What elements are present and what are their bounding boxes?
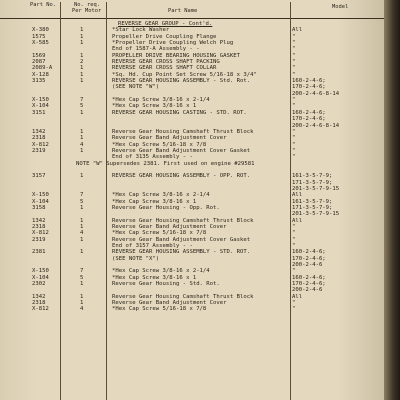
part-name: Reverse Gear Band Adjustment Cover Gasket [112,147,251,154]
part-name: End of 3157 Assembly - - [112,243,193,250]
part-number: 1342 [32,128,46,135]
model-number: " [292,40,296,47]
quantity: 1 [80,300,84,307]
part-name: End of 3135 Assembly - - [112,154,193,161]
part-number: 2302 [32,281,46,288]
note-text: NOTE "W" Supersedes 2381. First used on engine #29581 [76,160,255,167]
part-number: 2087 [32,59,46,66]
part-name: *Hex Cap Screw 3/8-16 x 1 [112,103,197,110]
quantity: 1 [80,135,84,142]
model-number: 200-2-4-6 [292,287,323,294]
section-heading: REVERSE GEAR GROUP - Cont'd. [118,21,213,27]
model-number: " [292,65,296,72]
model-number: 170-2-4-6; [292,116,326,123]
model-number: 160-2-4-6; [292,78,326,85]
column-header [0,2,384,19]
model-number: 201-3-5-7-9-15 [292,185,340,192]
page-edge-shadow [384,0,400,400]
part-number: X-104 [32,198,49,205]
table-row [0,306,384,312]
model-number: All [292,217,303,224]
model-number: " [292,306,296,313]
part-name: REVERSE GEAR CROSS SHAFT PACKING [112,59,220,66]
part-number: X-585 [32,40,49,47]
quantity: 7 [80,192,84,199]
part-name: REVERSE GEAR HOUSING ASSEMBLY - STD. ROT. [112,249,251,256]
model-number: 171-3-5-7-9; [292,179,333,186]
part-number: X-380 [32,27,49,34]
model-number: All [292,192,303,199]
part-name: (SEE NOTE "W") [112,84,160,91]
model-number: " [292,141,296,148]
part-number: 2318 [32,300,46,307]
model-number: " [292,46,296,53]
model-number: " [292,103,296,110]
part-number: X-812 [32,141,49,148]
part-number: X-104 [32,274,49,281]
part-name: *Hex Cap Screw 3/8-16 x 2-1/4 [112,268,210,275]
part-name: Reverse Gear Band Adjustment Cover [112,135,227,142]
part-name: End of 1587-A Assembly - - [112,46,200,53]
model-number: " [292,97,296,104]
part-number: 3151 [32,109,46,116]
part-name: Reverse Gear Housing - Std. Rot. [112,281,220,288]
quantity: 1 [80,281,84,288]
header-part-name: Part Name [168,8,198,14]
part-name: *Hex Cap Screw 3/8-16 x 2-1/4 [112,192,210,199]
part-number: 2318 [32,135,46,142]
part-name: *Hex Cap Screw 5/16-18 x 7/8 [112,141,207,148]
part-name: Reverse Gear Housing - Opp. Rot. [112,204,220,211]
model-number: " [292,154,296,161]
model-number: All [292,27,303,34]
part-number: X-128 [32,71,49,78]
part-name: REVERSE GEAR HOUSING CASTING - STD. ROT. [112,109,247,116]
quantity: 1 [80,224,84,230]
quantity: 5 [80,198,84,205]
model-number: " [292,243,296,250]
part-number: 1569 [32,52,46,59]
part-number: 3157 [32,173,46,180]
quantity: 1 [80,128,84,135]
part-name: REVERSE GEAR CROSS SHAFT COLLAR [112,65,217,72]
model-number: 160-2-4-6; [292,274,326,281]
header-model: Model [332,4,349,10]
quantity: 1 [80,236,84,243]
part-number: 2319 [32,147,46,154]
part-number: X-150 [32,192,49,199]
part-name: Reverse Gear Housing Camshaft Thrust Block [112,128,254,135]
part-number: X-104 [32,103,49,110]
quantity: 1 [80,147,84,154]
model-number: " [292,128,296,135]
part-name: Reverse Gear Housing Camshaft Thrust Block [112,217,254,224]
part-number: X-812 [32,230,49,237]
quantity: 1 [80,78,84,85]
part-name: *Propeller Drive Coupling Welch Plug [112,40,234,47]
part-number: 2319 [32,236,46,243]
header-per-motor: Per Motor [72,8,102,14]
model-number: 200-2-4-6-8-14 [292,90,340,97]
part-number: 1575 [32,33,46,40]
quantity: 1 [80,173,84,180]
part-name: REVERSE GEAR HOUSING ASSEMBLY - OPP. ROT. [112,173,251,180]
quantity: 1 [80,71,84,78]
part-name: REVERSE GEAR HOUSING ASSEMBLY - Std. Rot. [112,78,251,85]
model-number: 170-2-4-6; [292,84,326,91]
model-number: 160-2-4-6; [292,249,326,256]
part-name: Reverse Gear Housing Camshaft Thrust Block [112,293,254,300]
model-number: 170-2-4-6; [292,255,326,262]
quantity: 1 [80,33,84,40]
quantity: 1 [80,27,84,34]
quantity: 1 [80,40,84,47]
model-number: " [292,135,296,142]
part-name: Reverse Gear Band Adjustment Cover Gasket [112,236,251,243]
model-number: 200-2-4-6-8-14 [292,122,340,129]
quantity: 5 [80,103,84,110]
part-name: Reverse Gear Band Adjustment Cover [112,224,227,230]
model-number: 161-3-5-7-9; [292,198,333,205]
part-number: X-812 [32,306,49,313]
part-number: X-150 [32,268,49,275]
part-name: Propeller Drive Coupling Flange [112,33,217,40]
part-name: Reverse Gear Band Adjustment Cover [112,300,227,307]
model-number: 170-2-4-6; [292,281,326,288]
part-name: *Hex Cap Screw 5/16-18 x 7/8 [112,230,207,237]
model-number: " [292,59,296,66]
part-name: *Hex Cap Screw 3/8-16 x 2-1/4 [112,97,210,104]
part-number: 3158 [32,204,46,211]
quantity: 4 [80,141,84,148]
quantity: 7 [80,97,84,104]
header-no-req: No. req. [74,2,100,8]
quantity: 4 [80,230,84,237]
part-number: 3135 [32,78,46,85]
quantity: 2 [80,59,84,66]
part-name: *Star Lock Washer [112,27,170,34]
model-number: " [292,224,296,230]
model-number: " [292,71,296,78]
part-number: 2318 [32,224,46,230]
model-number: 200-2-4-6 [292,262,323,269]
quantity: 4 [80,306,84,313]
part-name: *Sq. Hd. Cup Point Set Screw 5/16-18 x 3/4" [112,71,257,78]
model-number: 171-3-5-7-9; [292,204,333,211]
part-number: 2381 [32,249,46,256]
model-number: " [292,268,296,275]
quantity: 7 [80,268,84,275]
model-number: " [292,230,296,237]
quantity: 1 [80,52,84,59]
part-name: *Hex Cap Screw 3/8-16 x 1 [112,198,197,205]
part-number: 1342 [32,217,46,224]
model-number: " [292,33,296,40]
part-name: *Hex Cap Screw 5/16-18 x 7/8 [112,306,207,313]
model-number: 161-3-5-7-9; [292,173,333,180]
part-name: (SEE NOTE "X") [112,255,160,262]
model-number: " [292,236,296,243]
quantity: 1 [80,204,84,211]
model-number: " [292,300,296,307]
model-number: " [292,147,296,154]
model-number: 201-3-5-7-9-15 [292,211,340,218]
quantity: 1 [80,65,84,72]
header-part-no: Part No. [30,2,56,8]
model-number: All [292,293,303,300]
part-number: 2089-A [32,65,53,72]
quantity: 5 [80,274,84,281]
quantity: 1 [80,293,84,300]
model-number: " [292,52,296,59]
parts-table [0,21,384,313]
quantity: 1 [80,217,84,224]
quantity: 1 [80,109,84,116]
model-number: 160-2-4-6; [292,109,326,116]
part-number: X-150 [32,97,49,104]
part-name: PROPELLER DRIVE BEARING HOUSING GASKET [112,52,240,59]
part-name: *Hex Cap Screw 3/8-16 x 1 [112,274,197,281]
part-number: 1342 [32,293,46,300]
quantity: 1 [80,249,84,256]
